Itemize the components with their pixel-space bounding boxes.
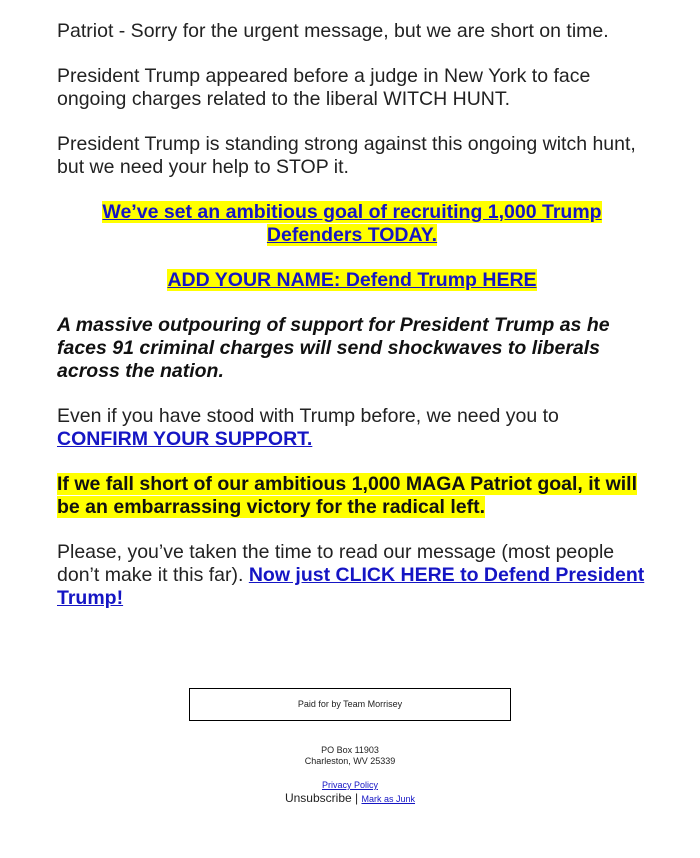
- witch-hunt-paragraph: President Trump is standing strong against this ongoing witch hunt, but we need your help to STOP it.: [57, 133, 636, 178]
- closing-text: Please, you’ve taken the time to read our message (most people don’t make it this far).: [57, 541, 615, 586]
- mark-as-junk-link[interactable]: Mark as Junk: [361, 794, 416, 804]
- intro-paragraph: Patriot - Sorry for the urgent message, but we are short on time.: [57, 20, 609, 42]
- click-here-link[interactable]: Now just CLICK HERE to Defend President Trump!: [57, 564, 645, 609]
- outpouring-paragraph: A massive outpouring of support for President Trump as he faces 91 criminal charges will send shockwaves to liberals across the nation.: [57, 314, 610, 382]
- recruit-goal-link[interactable]: We’ve set an ambitious goal of recruiting 1,000 Trump Defenders TODAY.: [102, 201, 602, 246]
- paid-for-disclaimer: Paid for by Team Morrisey: [189, 688, 511, 721]
- separator: |: [355, 791, 359, 805]
- judge-paragraph: President Trump appeared before a judge in New York to face ongoing charges related to the liberal WITCH HUNT.: [57, 65, 591, 110]
- goal-link-paragraph: [57, 201, 647, 247]
- unsubscribe-link[interactable]: Unsubscribe: [284, 791, 352, 805]
- email-body: [57, 20, 647, 632]
- footer-links: [0, 780, 700, 806]
- confirm-text: Even if you have stood with Trump before, we need you to: [57, 405, 559, 427]
- confirm-paragraph: [57, 405, 647, 451]
- fall-short-text: If we fall short of our ambitious 1,000 MAGA Patriot goal, it will be an embarrassing victory for the radical left.: [57, 473, 638, 518]
- add-your-name-link[interactable]: ADD YOUR NAME: Defend Trump HERE: [167, 269, 537, 291]
- fall-short-paragraph: [57, 473, 647, 519]
- mailing-address: [0, 745, 700, 767]
- address-line-2: Charleston, WV 25339: [304, 756, 396, 766]
- closing-paragraph: [57, 541, 647, 610]
- unsubscribe-row: [0, 791, 700, 806]
- privacy-policy-link[interactable]: Privacy Policy: [321, 780, 378, 790]
- add-name-paragraph: [57, 269, 647, 292]
- address-line-1: PO Box 11903: [321, 745, 379, 755]
- confirm-support-link[interactable]: CONFIRM YOUR SUPPORT.: [57, 428, 313, 450]
